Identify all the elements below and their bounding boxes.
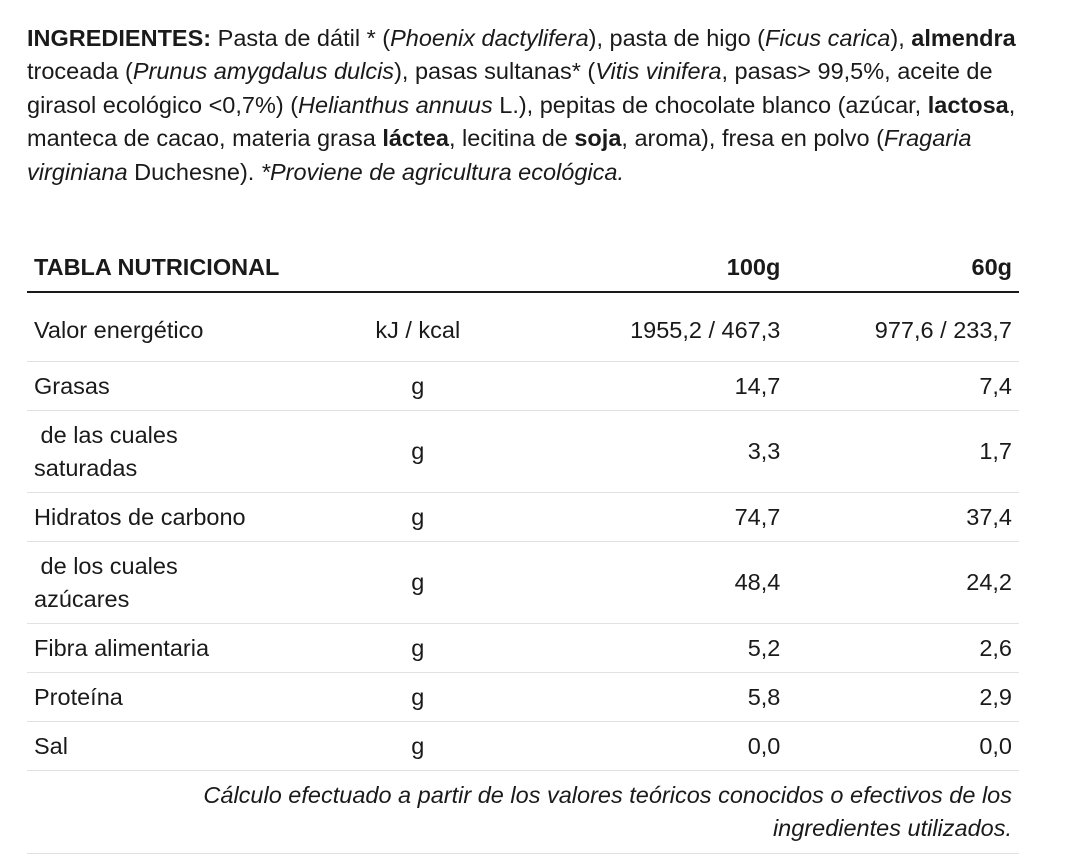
ingredients-latin-name: Vitis vinifera	[595, 58, 722, 85]
nutrient-value-60g: 977,6 / 233,7	[787, 292, 1019, 362]
unit-header	[335, 244, 501, 292]
footnote-line: Cálculo efectuado a partir de los valores teóricos conocidos o efectivos de los	[203, 782, 1012, 808]
nutrient-value-60g: 24,2	[787, 542, 1019, 624]
ingredients-allergen: almendra	[911, 25, 1016, 51]
nutrient-value-60g: 2,6	[787, 624, 1019, 673]
ingredients-section	[27, 22, 1019, 189]
ingredients-text: ),	[890, 25, 912, 51]
nutrition-title: TABLA NUTRICIONAL	[27, 244, 335, 292]
nutrient-name: Proteína	[27, 673, 335, 722]
ingredients-allergen: lactosa	[927, 91, 1009, 118]
nutrient-name: Valor energético	[27, 292, 335, 362]
nutrient-name: Grasas	[27, 362, 335, 411]
nutrient-value-100g: 74,7	[501, 493, 788, 542]
nutrient-value-100g: 14,7	[501, 362, 788, 411]
ingredients-latin-name: Helianthus annuus	[298, 91, 493, 118]
nutrient-value-60g: 2,9	[787, 673, 1019, 722]
nutrient-name: Hidratos de carbono	[27, 493, 335, 542]
nutrition-header-row	[27, 244, 1019, 292]
nutrient-name-line2: azúcares	[34, 585, 130, 612]
per-100g-header: 100g	[501, 244, 788, 292]
nutrient-value-100g: 48,4	[501, 542, 788, 624]
ingredients-text: , manteca de cacao, materia grasa	[27, 91, 1016, 152]
table-row	[27, 673, 1019, 722]
nutrient-value-100g: 0,0	[501, 722, 788, 771]
table-row	[27, 292, 1019, 362]
ingredients-latin-name: Ficus carica	[765, 25, 891, 51]
ingredients-text: , aroma), fresa en polvo (	[621, 125, 884, 152]
nutrient-unit: g	[335, 542, 501, 624]
ingredients-latin-name: Phoenix dactylifera	[390, 25, 589, 51]
nutrient-unit: g	[335, 493, 501, 542]
nutrient-unit: g	[335, 722, 501, 771]
ingredients-text: L.), pepitas de chocolate blanco (azúcar,	[492, 91, 928, 118]
per-60g-header: 60g	[787, 244, 1019, 292]
nutrient-name-line1: de los cuales	[34, 552, 178, 579]
nutrient-value-100g: 3,3	[501, 411, 788, 493]
nutrient-name	[27, 542, 335, 624]
ingredients-allergen: láctea	[382, 125, 449, 152]
calculation-footnote	[27, 771, 1019, 854]
nutrient-unit: g	[335, 624, 501, 673]
ingredients-text: ), pasas sultanas* (	[394, 58, 596, 85]
table-row	[27, 722, 1019, 771]
nutrient-unit: g	[335, 411, 501, 493]
nutrient-unit: kJ / kcal	[335, 292, 501, 362]
ingredients-paragraph	[27, 22, 1019, 189]
ingredients-text: , pasas> 99,5%, aceite de girasol ecológico <0,7%) (	[27, 58, 993, 118]
nutrient-unit: g	[335, 362, 501, 411]
nutrient-name-line2: saturadas	[34, 454, 138, 481]
ingredients-organic-note: *Proviene de agricultura ecológica.	[260, 158, 624, 185]
ingredients-text: Pasta de dátil * (	[211, 25, 391, 51]
table-row	[27, 542, 1019, 624]
ingredients-text: ), pasta de higo (	[588, 25, 765, 51]
ingredients-text: troceada (	[27, 58, 133, 85]
ingredients-latin-name: Prunus amygdalus dulcis	[132, 58, 395, 85]
ingredients-allergen: soja	[574, 125, 622, 152]
table-row	[27, 411, 1019, 493]
nutrient-value-60g: 1,7	[787, 411, 1019, 493]
nutrient-value-60g: 0,0	[787, 722, 1019, 771]
footnote-line: ingredientes utilizados.	[772, 815, 1012, 841]
nutrient-name: Fibra alimentaria	[27, 624, 335, 673]
table-row	[27, 362, 1019, 411]
nutrient-name-line1: de las cuales	[34, 421, 178, 448]
nutrient-value-100g: 5,2	[501, 624, 788, 673]
ingredients-text: Duchesne).	[127, 158, 261, 185]
nutrition-table	[27, 244, 1019, 854]
nutrient-value-60g: 37,4	[787, 493, 1019, 542]
nutrient-unit: g	[335, 673, 501, 722]
table-row	[27, 624, 1019, 673]
footnote-row	[27, 771, 1019, 854]
nutrient-value-100g: 1955,2 / 467,3	[501, 292, 788, 362]
nutrient-value-100g: 5,8	[501, 673, 788, 722]
nutrient-name	[27, 411, 335, 493]
table-row	[27, 493, 1019, 542]
ingredients-latin-name: Fragaria virginiana	[27, 125, 972, 185]
nutrient-value-60g: 7,4	[787, 362, 1019, 411]
ingredients-text: , lecitina de	[448, 125, 575, 152]
ingredients-label: INGREDIENTES:	[27, 25, 212, 51]
nutrient-name: Sal	[27, 722, 335, 771]
